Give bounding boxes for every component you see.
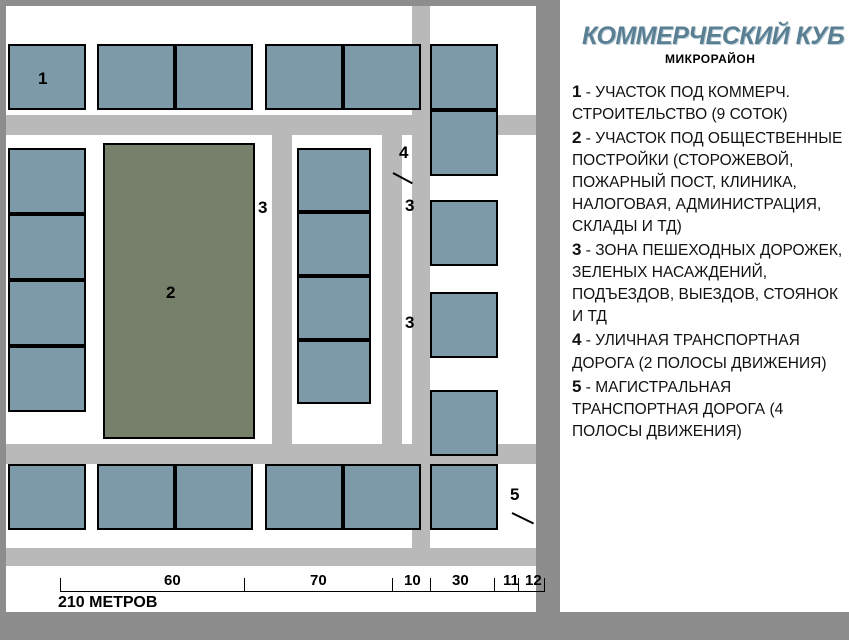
legend-item-key: 1 (572, 82, 582, 101)
plot-block (175, 464, 253, 530)
plot-block (175, 44, 253, 110)
bottom-road-bar (0, 612, 849, 640)
plot-block (297, 276, 371, 340)
legend-item (572, 126, 848, 238)
legend-item-key: 5 (572, 376, 582, 396)
plot-block (97, 44, 175, 110)
scale-segment-label: 11 (503, 572, 519, 589)
label-zone-3-right-lower: 3 (405, 313, 415, 332)
label-area-2: 2 (166, 283, 176, 302)
plot-block (430, 110, 498, 176)
scale-segment-label: 10 (404, 572, 421, 589)
boundary-road-left (0, 0, 6, 612)
plot-block (8, 346, 86, 412)
scale-bar (0, 572, 556, 612)
plot-block (8, 214, 86, 280)
plot-block (297, 148, 371, 212)
scale-tick (392, 578, 393, 592)
internal-road-vertical-right (382, 135, 402, 445)
plot-block (430, 390, 498, 456)
boundary-road-top (0, 0, 556, 6)
legend-item-text: - МАГИСТРАЛЬНАЯ ТРАНСПОРТНАЯ ДОРОГА (4 ПОЛОСЫ ДВИЖЕНИЯ) (572, 378, 784, 440)
plot-block (297, 212, 371, 276)
plot-block (8, 280, 86, 346)
label-plot-1: 1 (38, 69, 48, 88)
label-zone-3-center: 3 (258, 198, 268, 217)
plot-block (430, 464, 498, 530)
plot-block (430, 44, 498, 110)
plot-block (297, 340, 371, 404)
plot-block (8, 148, 86, 214)
legend-item-text: - УЛИЧНАЯ ТРАНСПОРТНАЯ ДОРОГА (2 ПОЛОСЫ ДВИЖЕНИЯ) (572, 332, 827, 372)
public-buildings-area (103, 143, 255, 439)
legend-item-key: 2 (572, 128, 582, 148)
plot-block (265, 464, 343, 530)
legend-items-list (572, 80, 848, 443)
boundary-road-right (536, 0, 556, 612)
internal-road-vertical-left (272, 135, 292, 445)
label-road-5: 5 (510, 485, 520, 504)
legend-item-text: - ЗОНА ПЕШЕХОДНЫХ ДОРОЖЕК, ЗЕЛЕНЫХ НАСАЖДЕНИЙ, ПОДЪЕЗДОВ, ВЫЕЗДОВ, СТОЯНОК И ТД (572, 242, 843, 326)
legend-item (572, 328, 848, 374)
scale-tick (544, 578, 545, 592)
scale-segment-label: 12 (525, 572, 542, 589)
legend-item-text: - УЧАСТОК ПОД КОММЕРЧ. СТРОИТЕЛЬСТВО (9 СОТОК) (572, 84, 790, 124)
scale-tick (430, 578, 431, 592)
legend-subtitle: МИКРОРАЙОН (665, 52, 756, 66)
legend-item-key: 4 (572, 330, 582, 350)
scale-total-label: 210 МЕТРОВ (58, 594, 158, 611)
legend-item-key: 3 (572, 240, 582, 260)
legend-item (572, 80, 848, 126)
scale-tick (60, 578, 61, 592)
scale-segment-label: 60 (164, 572, 181, 589)
scale-tick (244, 578, 245, 592)
legend-item (572, 238, 848, 328)
legend-panel (560, 0, 849, 640)
scale-segment-label: 70 (310, 572, 327, 589)
internal-road-horizontal-south (6, 548, 536, 566)
plot-block (343, 464, 421, 530)
legend-item-text: - УЧАСТОК ПОД ОБЩЕСТВЕННЫЕ ПОСТРОЙКИ (СТОРОЖЕВОЙ, ПОЖАРНЫЙ ПОСТ, КЛИНИКА, НАЛОГОВАЯ, АДМИНИСТРАЦИЯ, СКЛАДЫ И ТД) (572, 130, 843, 236)
plot-block (8, 464, 86, 530)
legend-item (572, 375, 848, 443)
label-road-4: 4 (399, 143, 409, 162)
scale-line (60, 591, 544, 592)
scale-tick (494, 578, 495, 592)
plot-block (97, 464, 175, 530)
plot-block (430, 200, 498, 266)
plot-block (343, 44, 421, 110)
plot-block (265, 44, 343, 110)
scale-segment-label: 30 (452, 572, 469, 589)
label-zone-3-right-upper: 3 (405, 196, 415, 215)
leader-line-5 (512, 512, 534, 524)
legend-title: КОММЕРЧЕСКИЙ КУБ (582, 22, 845, 50)
plot-block (430, 292, 498, 358)
